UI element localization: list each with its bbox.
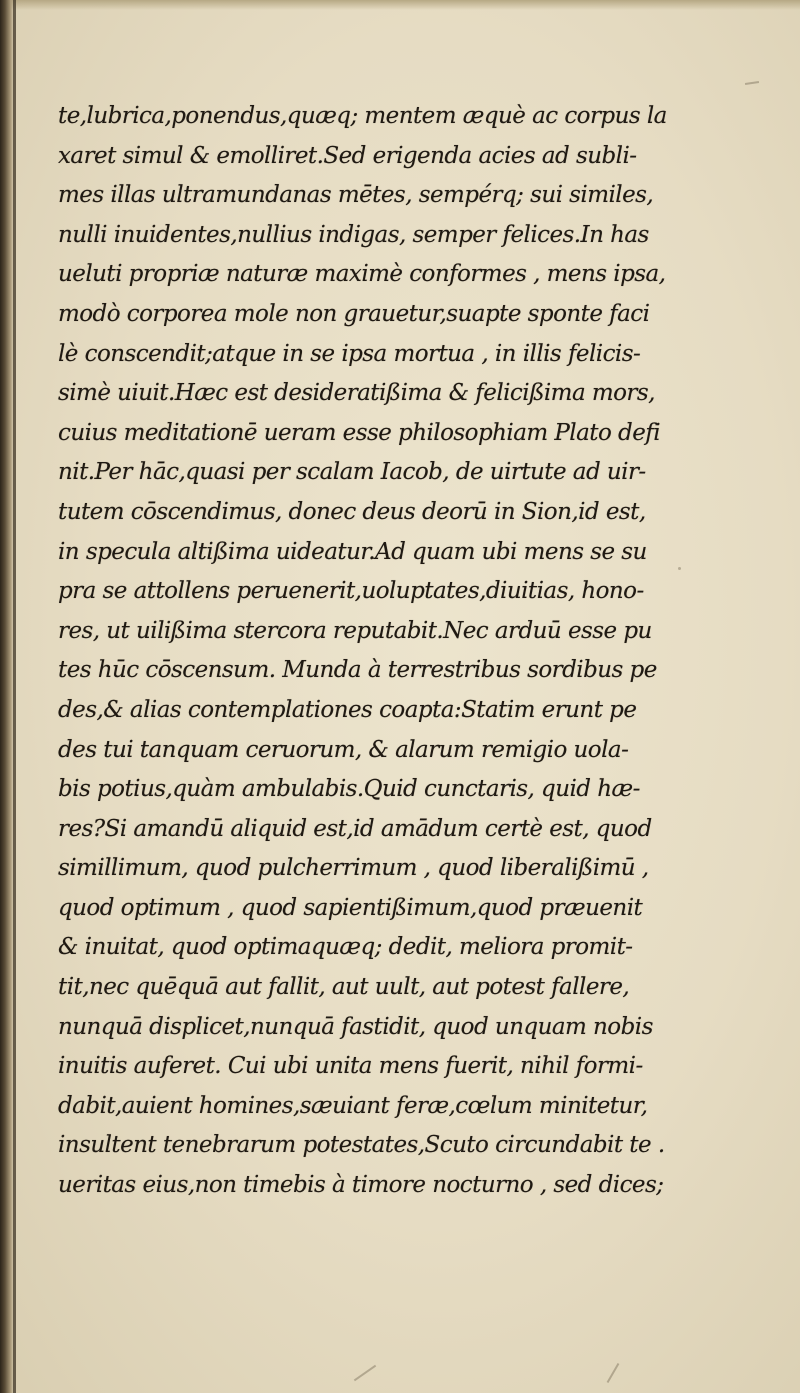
text-line-27: insultent tenebrarum potestates,Scuto circundabit te .	[58, 1132, 665, 1159]
text-line-13: pra se attollens peruenerit,uoluptates,diuitias, hono-	[58, 578, 644, 605]
page-top-shadow	[0, 0, 800, 10]
text-line-10: nit.Per hāc,quasi per scalam Iacob, de uirtute ad uir-	[58, 459, 646, 486]
text-line-12: in specula altißima uideatur.Ad quam ubi mens se su	[58, 538, 647, 565]
text-line-18: bis potius,quàm ambulabis.Quid cunctaris, quid hæ-	[58, 776, 640, 803]
text-line-11: tutem cōscendimus, donec deus deorū in Sion,id est,	[58, 498, 646, 525]
text-line-7: lè conscendit;atque in se ipsa mortua , in illis felicis-	[58, 340, 641, 367]
text-line-14: res, ut uilißima stercora reputabit.Nec arduū esse pu	[58, 617, 652, 644]
text-line-2: xaret simul & emolliret.Sed erigenda acies ad subli-	[58, 142, 637, 169]
text-line-3: mes illas ultramundanas mētes, sempérq; sui similes,	[58, 182, 654, 209]
text-line-19: res?Si amandū aliquid est,id amādum certè est, quod	[58, 815, 652, 842]
text-line-25: inuitis auferet. Cui ubi unita mens fuerit, nihil formi-	[58, 1053, 643, 1080]
text-line-28: ueritas eius,non timebis à timore nocturno , sed dices;	[58, 1172, 664, 1199]
gutter-line	[13, 0, 16, 1393]
text-line-26: dabit,auient homines,sæuiant feræ,cœlum minitetur,	[58, 1092, 648, 1119]
text-line-24: nunquā displicet,nunquā fastidit, quod unquam nobis	[58, 1013, 653, 1040]
text-line-17: des tui tanquam ceruorum, & alarum remigio uola-	[58, 736, 629, 763]
text-line-5: ueluti propriæ naturæ maximè conformes , mens ipsa,	[58, 261, 666, 288]
text-line-1: te,lubrica,ponendus,quæq; mentem æquè ac corpus la	[58, 103, 667, 129]
text-line-8: simè uiuit.Hæc est desideratißima & felicißima mors,	[58, 380, 655, 407]
text-line-23: tit,nec quēquā aut fallit, aut uult, aut potest fallere,	[58, 974, 630, 1001]
text-line-16: des,& alias contemplationes coapta:Statim erunt pe	[58, 696, 637, 723]
text-line-6: modò corporea mole non grauetur,suapte sponte faci	[58, 300, 650, 327]
text-line-9: cuius meditationē ueram esse philosophiam Plato defi	[58, 419, 661, 446]
text-block	[58, 97, 678, 1206]
ink-speck	[678, 567, 681, 570]
text-line-15: tes hūc cōscensum. Munda à terrestribus sordibus pe	[58, 657, 657, 684]
text-line-20: simillimum, quod pulcherrimum , quod liberalißimū ,	[58, 855, 649, 882]
text-line-22: & inuitat, quod optimaquæq; dedit, meliora promit-	[58, 934, 633, 961]
ink-speck	[745, 81, 759, 85]
ink-speck	[354, 1365, 376, 1382]
ink-speck	[607, 1363, 620, 1383]
book-binding-edge	[0, 0, 14, 1393]
text-line-21: quod optimum , quod sapientißimum,quod præuenit	[58, 894, 643, 921]
text-line-4: nulli inuidentes,nullius indigas, semper felices.In has	[58, 221, 649, 248]
